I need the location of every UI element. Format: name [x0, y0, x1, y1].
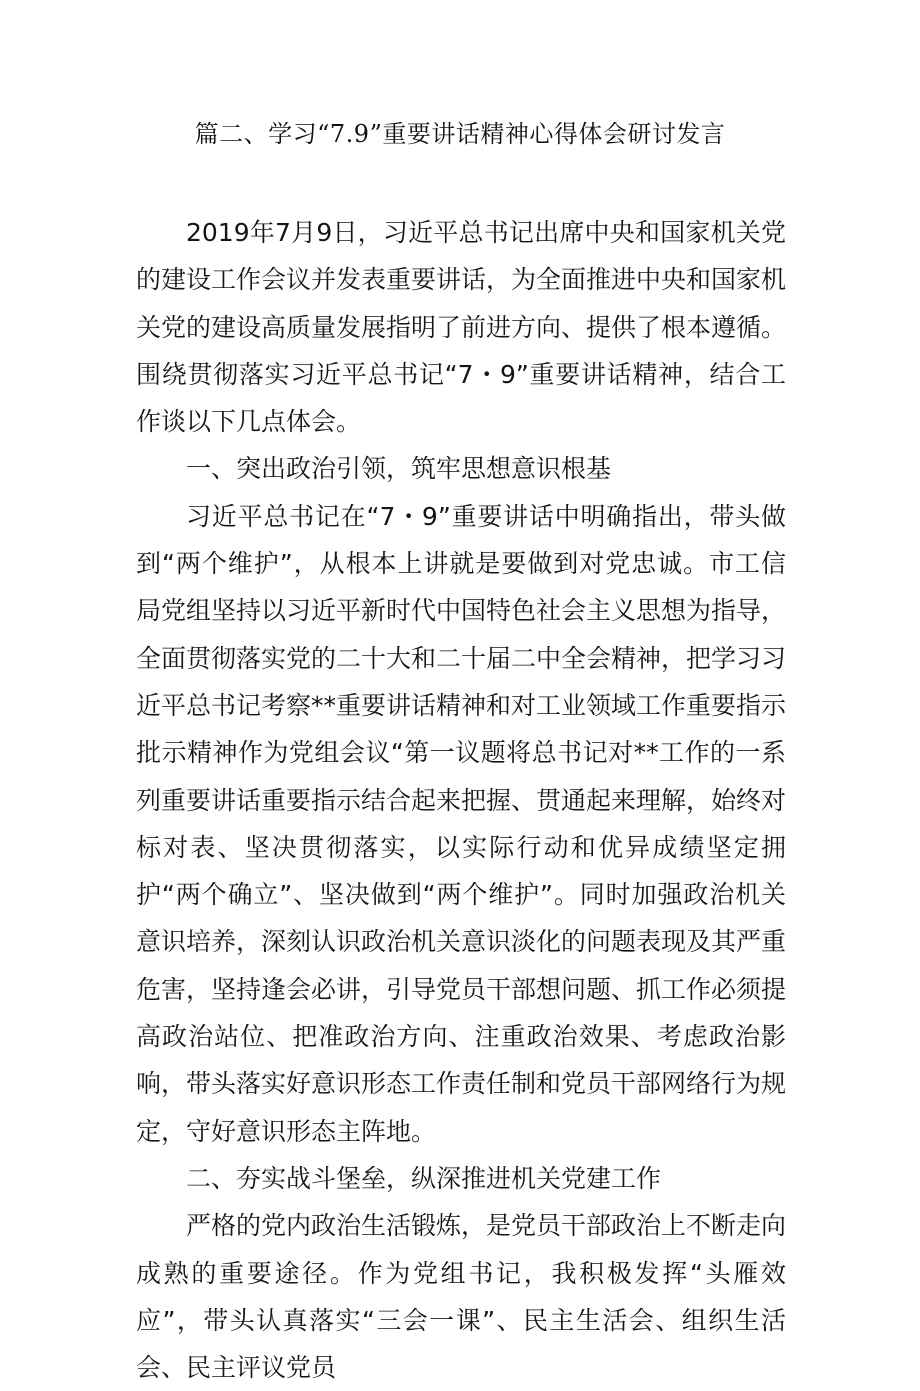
- paragraph-section-1: 习近平总书记在“7・9”重要讲话中明确指出，带头做到“两个维护”，从根本上讲就是要做到对党忠诚。市工信局党组坚持以习近平新时代中国特色社会主义思想为指导，全面贯彻落实党的二十大和二十届二中全会精神，把学习习近平总书记考察**重要讲话精神和对工业领域工作重要指示批示精神作为党组会议“第一议题将总书记对**工作的一系列重要讲话重要指示结合起来把握、贯通起来理解，始终对标对表、坚决贯彻落实，以实际行动和优异成绩坚定拥护“两个确立”、坚决做到“两个维护”。同时加强政治机关意识培养，深刻认识政治机关意识淡化的问题表现及其严重危害，坚持逢会必讲，引导党员干部想问题、抓工作必须提高政治站位、把准政治方向、注重政治效果、考虑政治影响，带头落实好意识形态工作责任制和党员干部网络行为规定，守好意识形态主阵地。: [136, 501, 787, 1146]
- paragraph-section-2: 严格的党内政治生活锻炼，是党员干部政治上不断走向成熟的重要途径。作为党组书记，我积极发挥“头雁效应”，带头认真落实“三会一课”、民主生活会、组织生活会、民主评议党员: [136, 1211, 787, 1383]
- document-title: 篇二、学习“7.9”重要讲话精神心得体会研讨发言: [194, 120, 726, 148]
- paragraph-intro: 2019年7月9日，习近平总书记出席中央和国家机关党的建设工作会议并发表重要讲话，为全面推进中央和国家机关党的建设高质量发展指明了前进方向、提供了根本遵循。围绕贯彻落实习近平总书记“7・9”重要讲话精神，结合工作谈以下几点体会。: [136, 218, 787, 437]
- section-heading-1: 一、突出政治引领，筑牢思想意识根基: [186, 454, 612, 484]
- document-body: [136, 209, 786, 1391]
- section-heading-2: 二、夯实战斗堡垒，纵深推进机关党建工作: [186, 1163, 662, 1193]
